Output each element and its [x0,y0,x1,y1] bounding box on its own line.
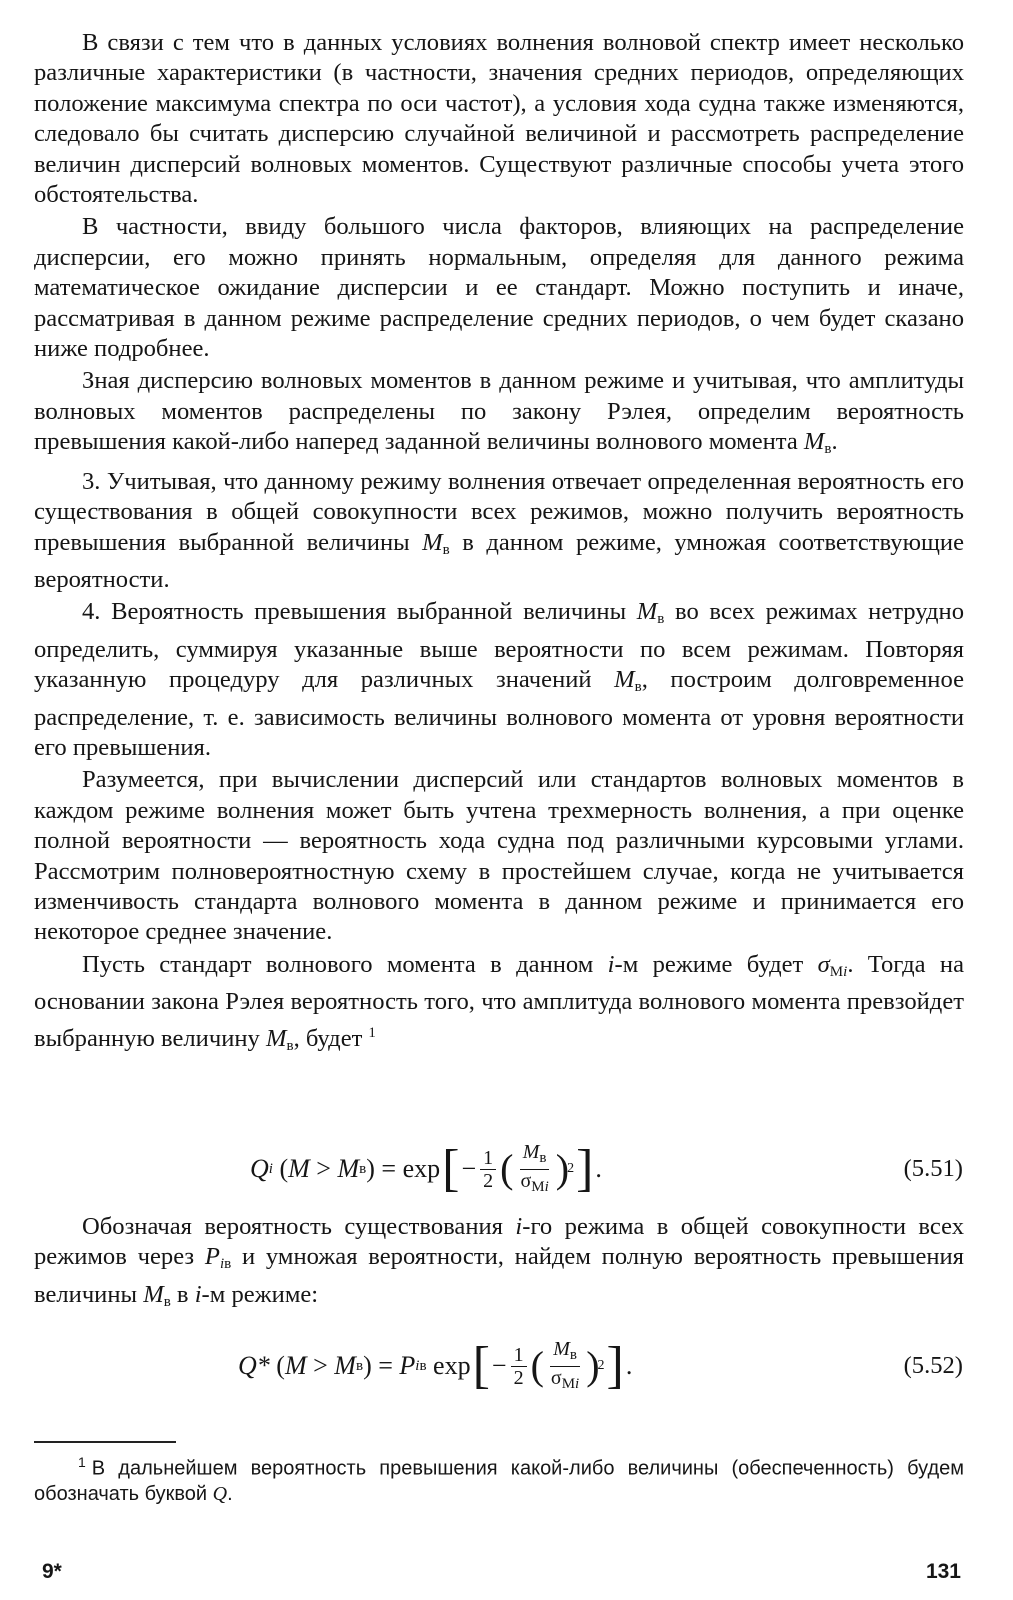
fraction-M-over-sigma: $\frac{M_в}{\sigma_{Мi}}$ [550,1337,580,1392]
page-number: 131 [925,1560,961,1583]
symbol-M-v: $M_в$ [265,1024,294,1054]
paragraph-6: Разумеется, при вычислении дисперсий или стандартов волновых моментов в каждом режиме волнения может быть учтена трехмерность волнения, а при оценке полной вероятности — вероятность хода судна под различными курсовыми углами. Рассмотрим полновероятностную схему в простейшем случае, когда не учитывается изменчивость стандарта волнового момента в данном режиме и принимается его некоторое среднее значение. [34,766,964,946]
formula-5-52: Q* ( M > M в ) = P iв exp [ − $\frac{1}{2}$ ( $\frac{M_в}{\sigma_{Мi}}$ ) 2 ] . (5.52) [0,1330,1013,1402]
fraction-half: $\frac{1}{2}$ [480,1147,496,1192]
paragraph-8: Обозначая вероятность существования i-го режима в общей совокупности всех режимов через $P_{iв}$ и умножая вероятности, найдем полную вероятность превышения величины $M_в$ в i-м режиме: [34,1213,964,1310]
paragraph-5: 4. Вероятность превышения выбранной величины $M_в$ во всех режимах нетрудно определить, суммируя указанные выше вероятности по всем режимам. Повторяя указанную процедуру для различных значений $M_в$, построим долговременное распределение, т. е. зависимость величины волнового момента от уровня вероятности его превышения. [34,598,965,761]
symbol-M-v: $M_в$ [422,528,450,558]
equation-number: (5.52) [903,1352,963,1379]
symbol-M-v: $M_в$ [803,428,832,458]
paragraph-3: Зная дисперсию волновых моментов в данном режиме и учитывая, что амплитуды волновых моментов распределены по закону Рэлея, определим вероятность превышения какой-либо наперед заданной величины волнового момента $M_в$. [34,367,964,458]
signature-mark: 9* [42,1560,62,1583]
symbol-M-v: $M_в$ [614,666,642,696]
paragraph-4: 3. Учитывая, что данному режиму волнения отвечает определенная вероятность его существования в общей совокупности всех режимов, можно получить вероятность превышения выбранной величины $M_в$ в данном режиме, умножая соответствующие вероятности. [34,467,964,593]
formula-5-51: Q i ( M > M в ) = exp [ − $\frac{1}{2}$ ( $\frac{M_в}{\sigma_{Мi}}$ ) 2 ] . (5.51) [0,1136,1013,1202]
footnote-divider [34,1441,176,1443]
symbol-sigma-Mi: $\sigma_{Мi}$ [817,950,848,980]
footnote-ref: 1 [368,1024,376,1041]
main-text-continued [34,1212,964,1317]
paragraph-2: В частности, ввиду большого числа факторов, влияющих на распределение дисперсии, его можно принять нормальным, определяя для данного режима математическое ожидание дисперсии и ее стандарт. Можно поступить и иначе, рассматривая в данном режиме распределение средних периодов, о чем будет сказано ниже подробнее. [34,213,964,363]
paragraph-7: Пусть стандарт волнового момента в данном i-м режиме будет $\sigma_{Мi}$. Тогда на основании закона Рэлея вероятность того, что амплитуда волнового момента превзойдет выбранную величину $M_в$, будет $^1$ [34,950,964,1054]
equation-number: (5.51) [903,1155,963,1182]
paragraph-1: В связи с тем что в данных условиях волнения волновой спектр имеет несколько различные характеристики (в частности, значения средних периодов, определяющих положение максимума спектра по оси частот), а условия хода судна также изменяются, следовало бы считать дисперсию случайной величиной и рассмотреть распределение величин дисперсий волновых моментов. Существуют различные способы учета этого обстоятельства. [34,29,964,209]
symbol-P-iv: $P_{iв}$ [204,1243,232,1273]
fraction-half: $\frac{1}{2}$ [511,1344,527,1389]
symbol-M-v: $M_в$ [636,598,665,628]
fraction-M-over-sigma: $\frac{M_в}{\sigma_{Мi}}$ [520,1140,549,1195]
footnote: $^1$ В дальнейшем вероятность превышения какой-либо величины (обеспеченность) будем обозначать буквой Q. [34,1454,964,1505]
main-text [34,28,964,1061]
symbol-M-v: $M_в$ [143,1280,171,1310]
